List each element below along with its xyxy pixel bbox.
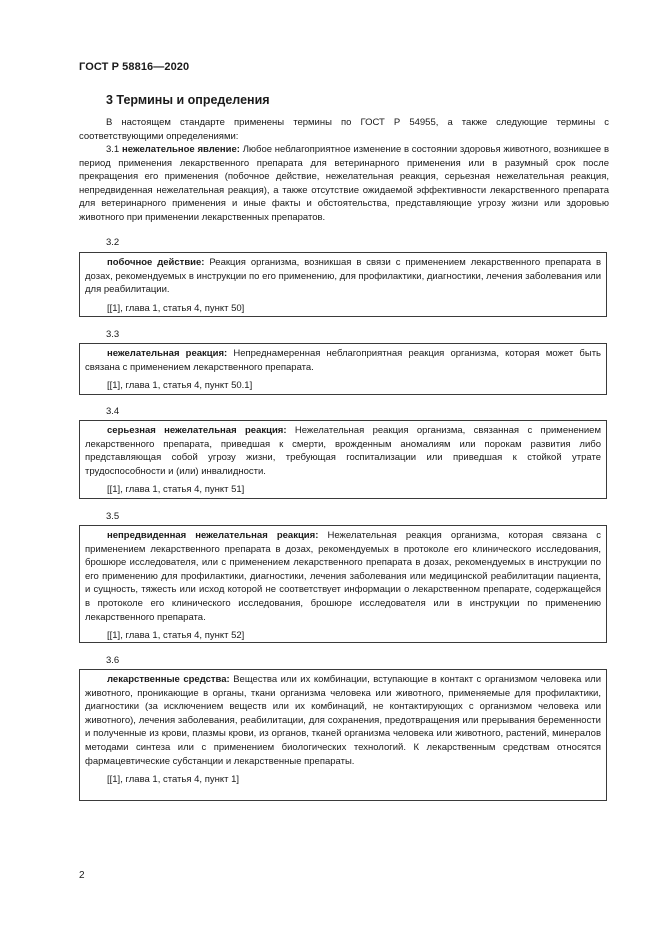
term-definition-block: [85, 424, 601, 478]
term-name: серьезная нежелательная реакция:: [107, 425, 287, 436]
term-box-3-3: [79, 343, 607, 395]
term-box-3-2: [79, 252, 607, 317]
term-source: [[1], глава 1, статья 4, пункт 52]: [107, 630, 245, 642]
term-definition: Нежелательная реакция организма, связанная с применением лекарственного препарата, приведшая к смерти, врожденным аномалиям или порокам развития либо представляющая собой угрозу жизни, требующая госпитализации или приведшая к стойкой утрате трудоспособности и (или) инвалидности.: [85, 425, 602, 477]
document-header: ГОСТ Р 58816—2020: [79, 61, 190, 73]
term-number-3-3: 3.3: [106, 329, 120, 340]
term-3-1: [79, 143, 609, 225]
term-source: [[1], глава 1, статья 4, пункт 1]: [107, 774, 240, 786]
term-definition: Любое неблагоприятное изменение в состоянии здоровья животного, возникшее в период применения лекарственного препарата для ветеринарного применения или в разумный срок после прекращения его применения (побочное действие, нежелательная реакция, серьезная нежелательная реакция, непредвиденная нежелательная реакция), а также отсутствие ожидаемой эффективности лекарственного препарата для ветеринарного применения и иные факты и обстоятельства, представляющие угрозу жизни или здоровью животного при применении лекарственных препаратов.: [79, 144, 610, 223]
intro-text: В настоящем стандарте применены термины по ГОСТ Р 54955, а также следующие термины с соответствующими определениями:: [79, 117, 609, 142]
term-name: лекарственные средства:: [107, 674, 230, 685]
term-number: 3.1: [106, 144, 120, 155]
section-title: 3 Термины и определения: [106, 93, 270, 107]
term-definition: Нежелательная реакция организма, которая связана с применением лекарственного препарата в дозах, рекомендуемых в протоколе его клинического исследования, брошюре исследователя, или с применением лекарственного препарата в дозах, рекомендуемых в инструкции по его применению для профилактики, диагностики, лечения заболевания или медицинской реабилитации пациента, и сущность, тяжесть или исход которой не соответствует информации о лекарственном препарате, содержащейся в протоколе его клинического исследования, брошюре исследователя или в инструкции по применению лекарственного препарата.: [85, 530, 601, 623]
term-definition-block: [85, 347, 601, 374]
term-number-3-5: 3.5: [106, 511, 120, 522]
term-source: [[1], глава 1, статья 4, пункт 50]: [107, 302, 245, 314]
term-definition: Реакция организма, возникшая в связи с применением лекарственного препарата в дозах, рекомендуемых в инструкции по его применению, для профилактики, диагностики, лечения заболевания или для реабилитации.: [85, 257, 602, 296]
page-number: 2: [79, 870, 85, 881]
term-name: нежелательная реакция:: [107, 348, 228, 359]
term-definition-block: [85, 529, 601, 624]
term-box-3-4: [79, 420, 607, 499]
term-source: [[1], глава 1, статья 4, пункт 51]: [107, 484, 245, 496]
term-box-3-6: [79, 669, 607, 801]
term-source: [[1], глава 1, статья 4, пункт 50.1]: [107, 380, 253, 392]
term-definition-block: [85, 673, 601, 768]
term-name: побочное действие:: [107, 257, 205, 268]
term-box-3-5: [79, 525, 607, 643]
term-definition: Вещества или их комбинации, вступающие в контакт с организмом человека или животного, проникающие в органы, ткани организма человека или животного, применяемые для профилактики, диагностики (за исключением веществ или их комбинаций, не контактирующих с организмом человека или животного), лечения заболевания, реабилитации, для сохранения, предотвращения или прерывания беременности и полученные из крови, плазмы крови, из органов, тканей организма человека или животного, растений, минералов методами синтеза или с применением биологических технологий. К лекарственным средствам относятся фармацевтические субстанции и лекарственные препараты.: [85, 674, 601, 767]
term-number-3-4: 3.4: [106, 406, 120, 417]
intro-paragraph: [79, 116, 609, 143]
term-definition-block: [85, 256, 601, 297]
term-number-3-6: 3.6: [106, 655, 120, 666]
term-name: непредвиденная нежелательная реакция:: [107, 530, 319, 541]
term-definition: Непреднамеренная неблагоприятная реакция организма, которая может быть связана с применением лекарственного препарата.: [85, 348, 601, 373]
term-number-3-2: 3.2: [106, 237, 120, 248]
term-name: нежелательное явление:: [121, 144, 240, 155]
